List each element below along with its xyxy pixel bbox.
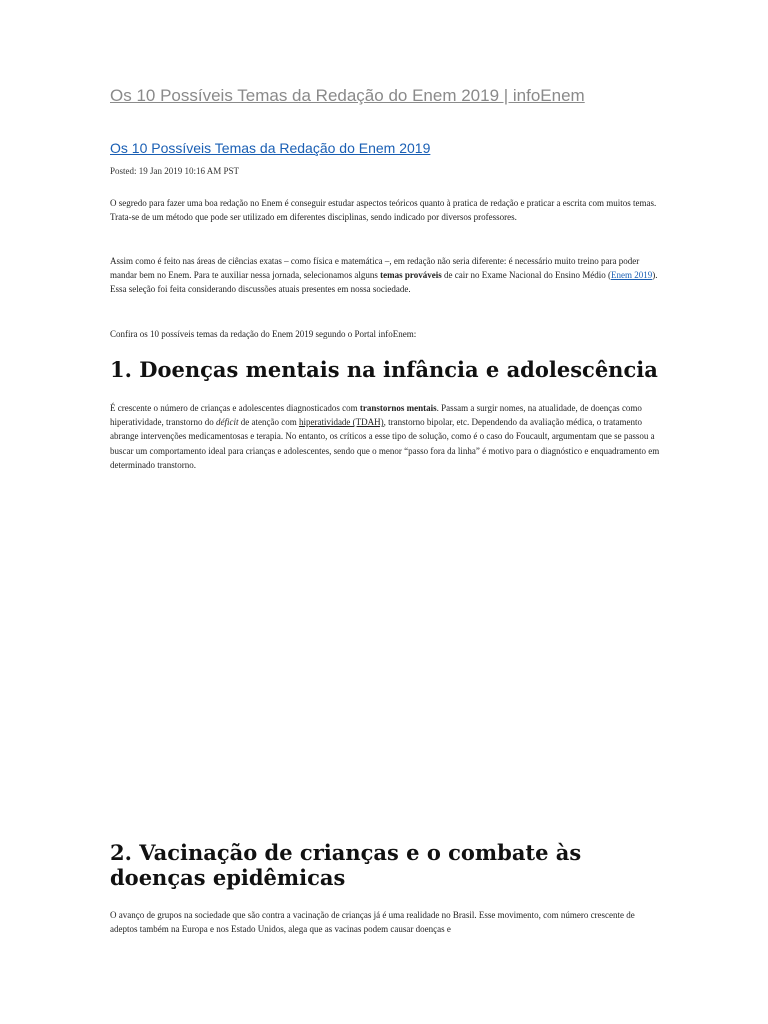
- posted-date: Posted: 19 Jan 2019 10:16 AM PST: [110, 166, 240, 176]
- context-paragraph: [110, 254, 662, 297]
- context-text-3: ). Essa seleção foi feita considerando discussões atuais presentes em nossa sociedade.: [110, 270, 658, 295]
- topic-1-paragraph: [110, 401, 662, 472]
- bold-transtornos-mentais: transtornos mentais: [359, 403, 437, 413]
- context-text-1: Assim como é feito nas áreas de ciências exatas – como física e matemática –, em redação não seria diferente: é necessário muito treino para poder mandar bem no Enem. Para te auxiliar nessa jornada, selecionamos alguns: [110, 256, 640, 281]
- intro-paragraph: O segredo para fazer uma boa redação no Enem é conseguir estudar aspectos teóricos quanto à pratica de redação e praticar a escrita com muitos temas. Trata-se de um método que pode ser utilizado em diferentes disciplinas, sendo indicado por diversos professores.: [110, 198, 657, 223]
- topic-1-heading: 1. Doenças mentais na infância e adolescência: [110, 357, 658, 382]
- topic-1-text-3: de atenção com: [238, 417, 299, 428]
- post-title-link[interactable]: Os 10 Possíveis Temas da Redação do Enem 2019: [110, 140, 431, 156]
- document-title-link[interactable]: Os 10 Possíveis Temas da Redação do Enem 2019 | infoEnem: [110, 86, 585, 105]
- topic-1-text-1: É crescente o número de crianças e adolescentes diagnosticados com: [110, 403, 360, 413]
- context-text-2: de cair no Exame Nacional do Ensino Médio (: [441, 270, 611, 281]
- list-intro-paragraph: Confira os 10 possíveis temas da redação do Enem 2019 segundo o Portal infoEnem:: [110, 329, 417, 339]
- topic-1-text-4: , transtorno bipolar, etc. Dependendo da avaliação médica, o tratamento abrange intervenções medicamentosas e terapia. No entanto, os críticos a esse tipo de solução, como é o caso do Foucault, argumentam que se passou a buscar um comportamento ideal para crianças e adolescentes, sendo que o menor “passo fora da linha” é motivo para o diagnóstico e enquadramento em determinado transtorno.: [110, 417, 660, 470]
- topic-2-paragraph: O avanço de grupos na sociedade que são contra a vacinação de crianças já é uma realidade no Brasil. Esse movimento, com número crescente de adeptos também na Europa e nos Estado Unidos, alega que as vacinas podem causar doenças e: [110, 910, 635, 935]
- enem-2019-link[interactable]: Enem 2019: [610, 270, 653, 281]
- italic-deficit: déficit: [215, 417, 239, 428]
- bold-temas-provaveis: temas prováveis: [380, 270, 442, 281]
- tdah-link[interactable]: hiperatividade (TDAH): [298, 417, 384, 428]
- topic-1-text-2: . Passam a surgir nomes, na atualidade, de doenças como hiperatividade, transtorno do: [110, 403, 642, 428]
- topic-2-heading: 2. Vacinação de crianças e o combate às doenças epidêmicas: [110, 840, 582, 890]
